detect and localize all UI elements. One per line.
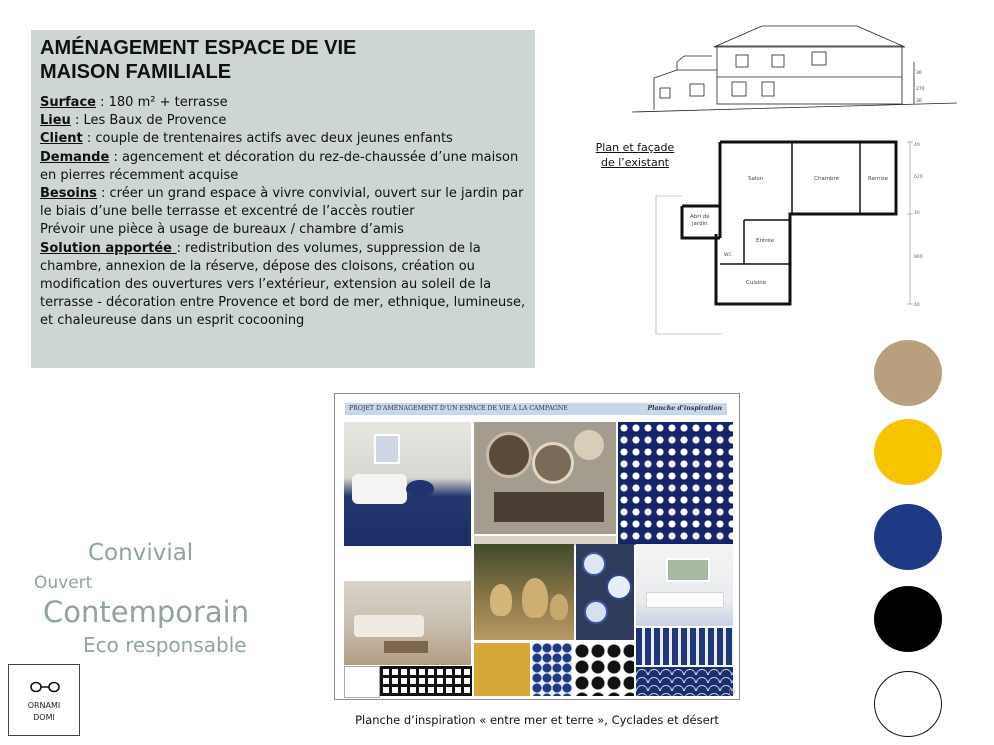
keyword-eco-responsable: Eco responsable [83,633,247,657]
demande-row [40,149,526,185]
photo-woven-baskets [474,422,616,534]
photo-neutral-living [344,581,471,665]
client-row [40,130,526,148]
facade-dim-bottom: 30 [916,99,922,104]
title-line-1: AMÉNAGEMENT ESPACE DE VIE [40,37,357,59]
board-header [345,403,727,415]
plan-caption-line2: de l’existant [600,156,669,169]
photo-striped-rug [636,628,733,665]
besoins-value: : créer un grand espace à vivre convivial, ouvert sur le jardin par le biais d’une belle terrasse et excentré de l’accès routier [40,186,524,220]
besoins-extra: Prévoir une pièce à usage de bureaux / chambre d’amis [40,222,404,238]
solution-label: Solution apportée [40,240,177,256]
pattern-black-tile [574,643,634,696]
keyword-contemporain: Contemporain [43,595,250,629]
client-value: : couple de trentenaires actifs avec deux jeunes enfants [82,131,453,147]
demande-value: : agencement et décoration du rez-de-chaussée d’une maison en pierres récemment acquise [40,149,519,183]
plan-label-entree: Entrée [756,238,775,244]
plan-dim-2: 620 [914,175,923,180]
besoins-label: Besoins [40,186,97,202]
plan-label-abri1: Abri de [690,214,710,220]
photo-living-room-blue [344,422,471,546]
plan-label-cuisine: Cuisine [746,280,767,286]
lieu-label: Lieu [40,113,71,129]
photo-blue-plates [576,544,634,640]
project-description [40,94,526,331]
floor-plan [652,134,927,339]
logo-text-line1: ORNAMI [27,701,61,710]
ornami-domi-logo [8,664,80,736]
surface-value: : 180 m² + terrasse [95,95,228,110]
solution-value: : redistribution des volumes, suppression de la chambre, annexion de la réserve, dépose des cloisons, création ou modification des ouvertures vers l’extérieur, extension au soleil de la terrasse - décoration entre Provence et bord de mer, ethnique, lumineuse, et chaleureuse dans un esprit cocooning [40,240,526,329]
photo-rattan-pendants [474,544,574,640]
swatch-yellow [874,419,942,485]
swatch-navy [874,504,942,570]
surface-row [40,94,526,112]
pattern-greek-key [380,666,472,696]
swatch-white [874,671,942,737]
plan-label-wc: WC [724,253,732,258]
plan-dim-4: 860 [914,255,923,260]
plan-label-chambre: Chambre [814,176,840,182]
surface-label: Surface [40,95,96,110]
inspiration-board [334,393,740,700]
logo-text-line2: DOMI [33,713,55,722]
pattern-blue-scallop [636,667,733,696]
plan-label-remise: Remise [868,176,889,182]
swatch-black [874,586,942,652]
board-header-title: PROJET D’AMÉNAGEMENT D’UN ESPACE DE VIE À LA CAMPAGNE [349,405,568,412]
project-info-panel [31,30,535,368]
plan-label-abri2: jardin [692,221,708,227]
board-logo-small [344,666,380,698]
title-line-2: MAISON FAMILIALE [40,61,232,83]
plan-label-salon: Salon [748,176,764,182]
lieu-row [40,112,526,130]
logo-ornament-icon [25,679,65,695]
keyword-convivial: Convivial [88,540,194,566]
board-caption: Planche d’inspiration « entre mer et terre », Cyclades et désert [355,713,719,727]
board-header-right: Planche d’inspiration [647,405,722,412]
facade-dim-mid: 270 [916,87,925,92]
swatch-beige [874,340,942,406]
besoins-row [40,185,526,221]
plan-caption-line1: Plan et façade [595,141,675,154]
project-title [40,36,526,84]
photo-mustard-texture [474,643,530,696]
photo-white-bright-room [636,544,733,626]
pattern-blue-floral [532,643,572,696]
plan-dim-5: 40 [914,303,920,308]
plan-dim-1: 40 [914,143,920,148]
facade-drawing [632,22,962,122]
plan-dim-3: 40 [914,211,920,216]
solution-row [40,240,526,331]
demande-label: Demande [40,149,110,165]
facade-dim-top: 30 [916,71,922,76]
photo-blue-ikat-fabric [618,422,733,546]
keyword-ouvert: Ouvert [34,573,93,593]
client-label: Client [40,131,83,147]
board-page-number: 10 [727,689,735,696]
lieu-value: : Les Baux de Provence [70,113,227,129]
